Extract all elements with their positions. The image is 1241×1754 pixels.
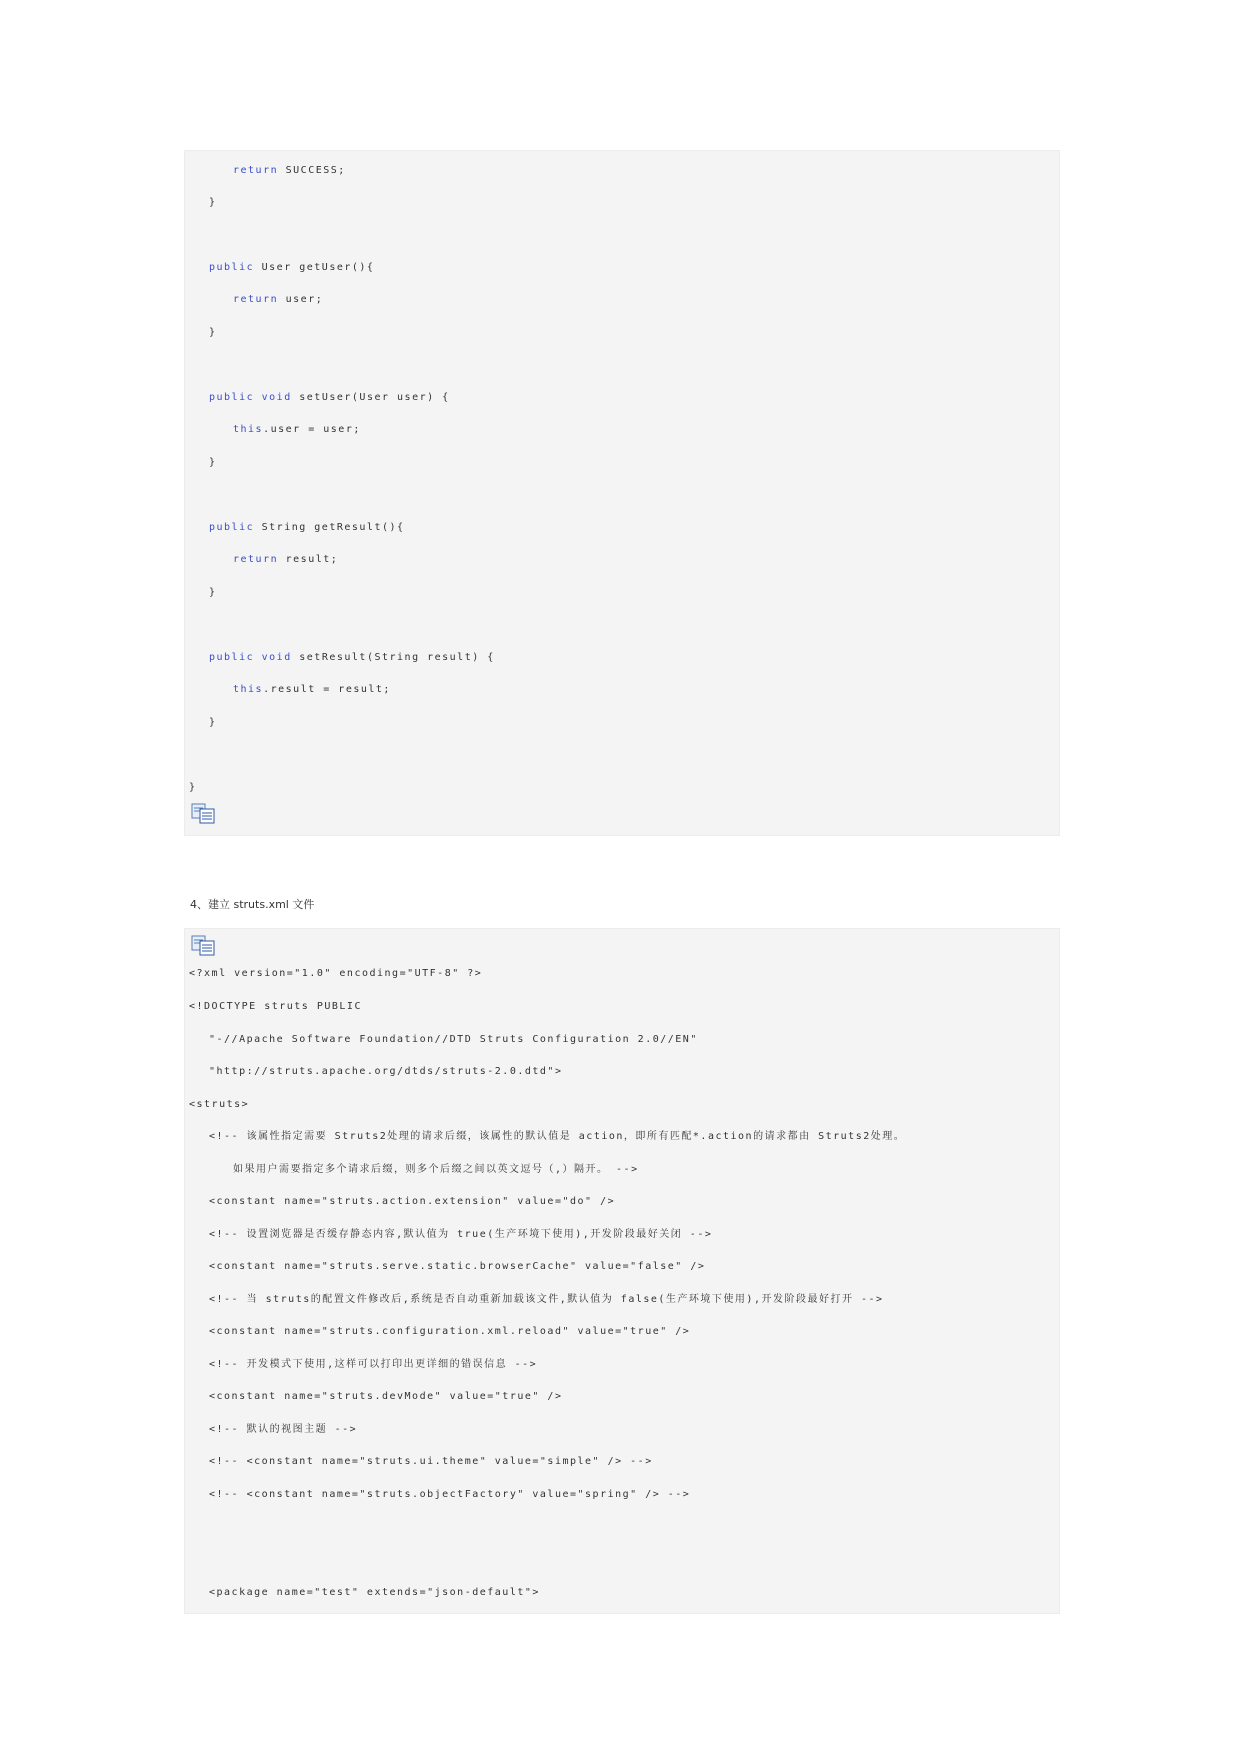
code-line <box>209 1195 615 1209</box>
code-text: <!-- 该属性指定需要 Struts2处理的请求后缀，该属性的默认值是 action，即所有匹配*.action的请求都由 Struts2处理。 <box>209 1131 906 1142</box>
code-text: .result = result; <box>263 684 391 695</box>
code-text: <!-- 当 struts的配置文件修改后,系统是否自动重新加载该文件,默认值为 false(生产环境下使用),开发阶段最好打开 --> <box>209 1294 884 1305</box>
section-caption: 4、建立 struts.xml 文件 <box>190 898 315 911</box>
code-text: .user = user; <box>263 424 361 435</box>
code-text: <package name="test" extends="json-default"> <box>209 1587 540 1598</box>
code-line <box>189 1098 249 1112</box>
code-text: setUser(User user) { <box>291 392 450 403</box>
code-line <box>209 1488 690 1502</box>
code-text: User getUser(){ <box>254 262 375 273</box>
code-text: <!-- 默认的视图主题 --> <box>209 1424 358 1435</box>
code-line <box>189 781 197 795</box>
code-line <box>233 423 361 437</box>
code-line <box>209 1065 562 1079</box>
code-line <box>209 456 217 470</box>
code-text: "http://struts.apache.org/dtds/struts-2.0.dtd"> <box>209 1066 563 1077</box>
code-keyword: public void <box>209 652 292 663</box>
code-line <box>209 1390 562 1404</box>
code-text: <!-- 开发模式下使用,这样可以打印出更详细的错误信息 --> <box>209 1359 538 1370</box>
code-text: } <box>209 717 217 728</box>
code-keyword: return <box>233 554 279 565</box>
code-line <box>209 1325 690 1339</box>
code-text: <!-- <constant name="struts.objectFactory" value="spring" /> --> <box>209 1489 691 1500</box>
code-line <box>209 391 450 405</box>
copy-code-icon[interactable] <box>191 803 217 825</box>
code-line <box>209 1033 698 1047</box>
code-text: <struts> <box>189 1099 250 1110</box>
code-line <box>233 553 338 567</box>
copy-code-icon[interactable] <box>191 935 217 957</box>
code-keyword: public void <box>209 392 292 403</box>
code-text: "-//Apache Software Foundation//DTD Struts Configuration 2.0//EN" <box>209 1034 698 1045</box>
code-text: 如果用户需要指定多个请求后缀，则多个后缀之间以英文逗号（,）隔开。 --> <box>233 1164 639 1175</box>
code-line <box>189 967 482 981</box>
code-text: } <box>189 782 197 793</box>
code-keyword: this <box>233 684 264 695</box>
code-text: result; <box>278 554 339 565</box>
code-text: } <box>209 197 217 208</box>
code-block-xml <box>184 928 1060 1614</box>
code-keyword: public <box>209 262 255 273</box>
code-keyword: return <box>233 165 279 176</box>
code-line <box>209 196 217 210</box>
code-text: <!DOCTYPE struts PUBLIC <box>189 1001 362 1012</box>
code-text: <constant name="struts.configuration.xml.reload" value="true" /> <box>209 1326 691 1337</box>
code-line <box>209 1130 905 1144</box>
code-block-java <box>184 150 1060 836</box>
code-line <box>233 683 391 697</box>
code-text: <?xml version="1.0" encoding="UTF-8" ?> <box>189 968 483 979</box>
code-line <box>209 521 405 535</box>
code-text: SUCCESS; <box>278 165 346 176</box>
code-text: } <box>209 457 217 468</box>
code-line <box>209 1358 537 1372</box>
code-line <box>209 1228 712 1242</box>
code-line <box>209 326 217 340</box>
code-line <box>233 1163 639 1177</box>
code-line <box>209 586 217 600</box>
code-line <box>209 1586 540 1600</box>
code-text: user; <box>278 294 324 305</box>
code-line <box>209 1455 653 1469</box>
code-text: <!-- 设置浏览器是否缓存静态内容,默认值为 true(生产环境下使用),开发阶段最好关闭 --> <box>209 1229 713 1240</box>
code-line <box>189 1000 362 1014</box>
code-text: } <box>209 327 217 338</box>
code-text: <constant name="struts.action.extension" value="do" /> <box>209 1196 616 1207</box>
code-line <box>209 1423 357 1437</box>
code-text: <!-- <constant name="struts.ui.theme" value="simple" /> --> <box>209 1456 653 1467</box>
code-line <box>209 1260 705 1274</box>
code-text: String getResult(){ <box>254 522 405 533</box>
code-line <box>233 293 323 307</box>
code-keyword: return <box>233 294 279 305</box>
code-line <box>209 261 374 275</box>
code-text: setResult(String result) { <box>291 652 495 663</box>
code-line <box>209 716 217 730</box>
code-line <box>233 164 346 178</box>
code-keyword: public <box>209 522 255 533</box>
code-text: } <box>209 587 217 598</box>
code-text: <constant name="struts.devMode" value="true" /> <box>209 1391 563 1402</box>
code-line <box>209 651 495 665</box>
code-text: <constant name="struts.serve.static.browserCache" value="false" /> <box>209 1261 706 1272</box>
code-line <box>209 1293 884 1307</box>
code-keyword: this <box>233 424 264 435</box>
